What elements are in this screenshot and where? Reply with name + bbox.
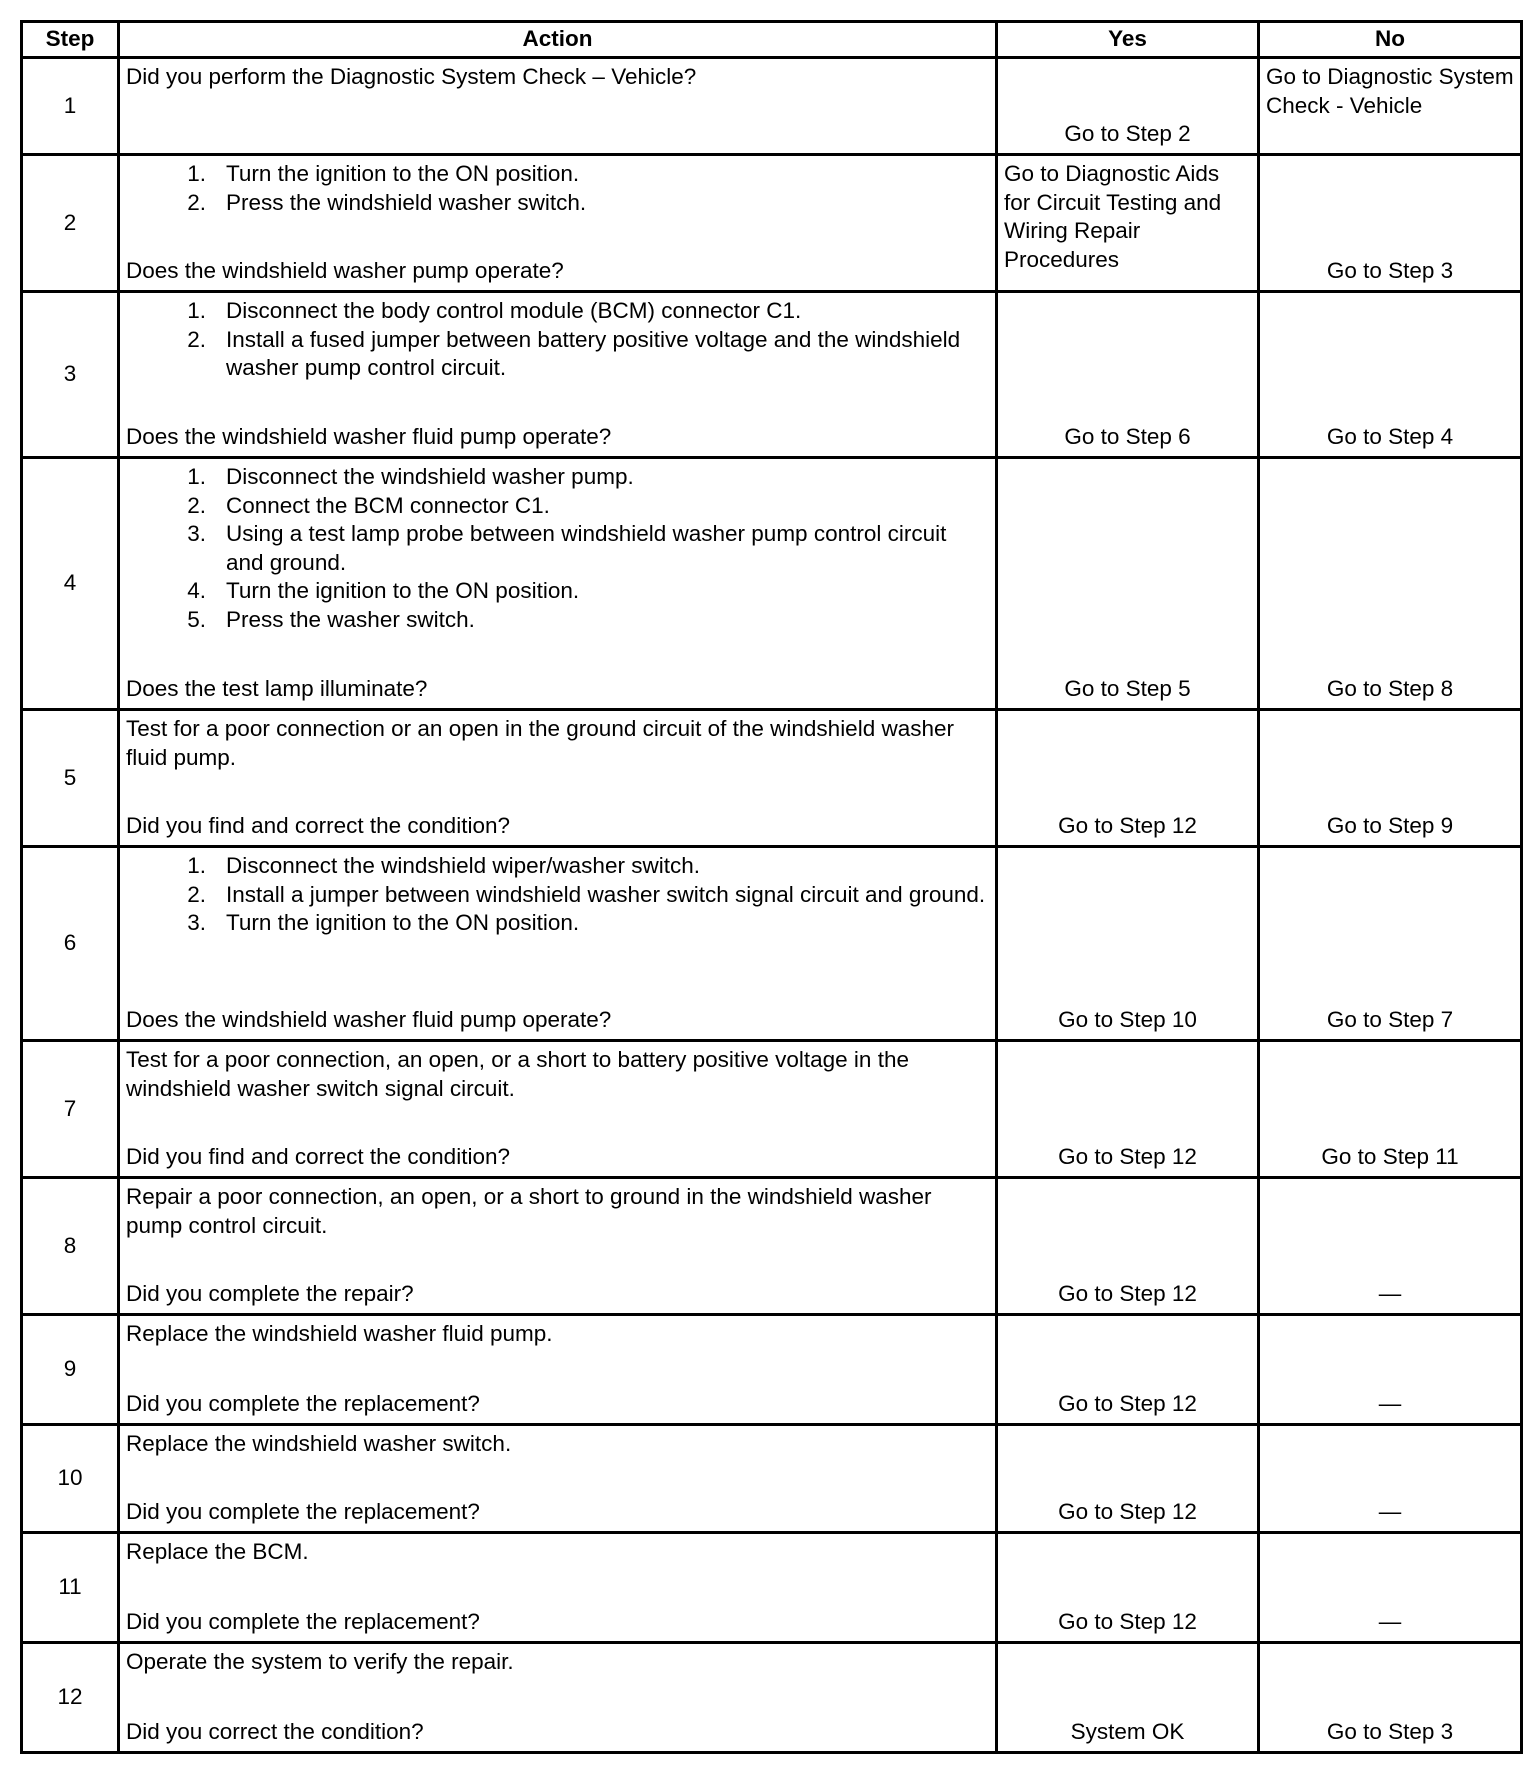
- no-result: Go to Step 4: [1259, 292, 1522, 458]
- action-text: Replace the BCM.: [126, 1539, 309, 1564]
- action-question: Did you complete the repair?: [126, 1280, 414, 1306]
- list-item-text: Turn the ignition to the ON position.: [226, 910, 580, 935]
- action-cell: [119, 1178, 997, 1315]
- action-cell: [119, 458, 997, 710]
- list-item-number: 2.: [187, 326, 206, 352]
- list-item-text: Press the windshield washer switch.: [226, 189, 587, 215]
- action-question: Does the test lamp illuminate?: [126, 675, 428, 701]
- action-steps-list: [126, 297, 987, 383]
- yes-result: Go to Step 12: [997, 710, 1259, 847]
- step-number: 5: [22, 710, 119, 847]
- yes-result: Go to Step 6: [997, 292, 1259, 458]
- list-item-number: 1.: [187, 161, 206, 186]
- list-item-text: Install a jumper between windshield washer switch signal circuit and ground.: [226, 881, 986, 907]
- action-cell: [119, 1425, 997, 1533]
- no-result: Go to Step 11: [1259, 1041, 1522, 1178]
- action-question: Does the windshield washer fluid pump operate?: [126, 423, 612, 449]
- list-item-number: 3.: [187, 521, 206, 546]
- list-item: [126, 606, 987, 635]
- step-number: 4: [22, 458, 119, 710]
- list-item-text: Disconnect the body control module (BCM) connector C1.: [226, 298, 802, 323]
- action-text: Test for a poor connection, an open, or a short to battery positive voltage in the windshield washer switch signal circuit.: [126, 1047, 909, 1101]
- no-result: —: [1259, 1178, 1522, 1315]
- no-result: —: [1259, 1425, 1522, 1533]
- list-item-text: Disconnect the windshield wiper/washer switch.: [226, 853, 700, 878]
- list-item-number: 5.: [187, 606, 206, 632]
- action-question: Does the windshield washer fluid pump operate?: [126, 1006, 612, 1032]
- header-action: Action: [119, 22, 997, 58]
- header-yes: Yes: [997, 22, 1259, 58]
- action-cell: [119, 58, 997, 155]
- action-cell: [119, 1315, 997, 1425]
- action-cell: [119, 1533, 997, 1643]
- list-item: [126, 577, 987, 606]
- table-row: [22, 458, 1522, 710]
- action-question: Did you correct the condition?: [126, 1718, 424, 1744]
- list-item-text: Turn the ignition to the ON position.: [226, 161, 580, 186]
- diagnostic-table: [20, 20, 1523, 1754]
- step-number: 8: [22, 1178, 119, 1315]
- yes-result: System OK: [997, 1643, 1259, 1753]
- no-result: Go to Step 3: [1259, 1643, 1522, 1753]
- table-row: [22, 1425, 1522, 1533]
- step-number: 12: [22, 1643, 119, 1753]
- list-item: [126, 852, 987, 881]
- list-item: [126, 909, 987, 938]
- action-question: Did you complete the replacement?: [126, 1390, 480, 1416]
- yes-result: Go to Step 12: [997, 1041, 1259, 1178]
- list-item-text: Press the washer switch.: [226, 606, 475, 632]
- table-row: [22, 58, 1522, 155]
- step-number: 11: [22, 1533, 119, 1643]
- yes-result: Go to Step 12: [997, 1533, 1259, 1643]
- list-item-number: 3.: [187, 910, 206, 935]
- list-item: [126, 326, 987, 383]
- step-number: 2: [22, 155, 119, 292]
- action-text: Repair a poor connection, an open, or a short to ground in the windshield washer pump control circuit.: [126, 1184, 932, 1238]
- action-text: Replace the windshield washer switch.: [126, 1431, 512, 1456]
- action-steps-list: [126, 463, 987, 634]
- table-row: [22, 1315, 1522, 1425]
- action-steps-list: [126, 852, 987, 938]
- yes-result: Go to Step 10: [997, 847, 1259, 1041]
- list-item: [126, 881, 987, 910]
- step-number: 6: [22, 847, 119, 1041]
- list-item: [126, 463, 987, 492]
- table-row: [22, 1178, 1522, 1315]
- list-item-text: Connect the BCM connector C1.: [226, 492, 550, 518]
- list-item: [126, 189, 987, 218]
- yes-result: Go to Step 12: [997, 1315, 1259, 1425]
- table-row: [22, 1533, 1522, 1643]
- action-cell: [119, 847, 997, 1041]
- list-item-number: 1.: [187, 853, 206, 878]
- no-result: Go to Step 3: [1259, 155, 1522, 292]
- list-item-number: 2.: [187, 492, 206, 518]
- no-result: —: [1259, 1315, 1522, 1425]
- step-number: 9: [22, 1315, 119, 1425]
- action-cell: [119, 1041, 997, 1178]
- step-number: 10: [22, 1425, 119, 1533]
- yes-result: Go to Diagnostic Aids for Circuit Testing and Wiring Repair Procedures: [997, 155, 1259, 292]
- header-no: No: [1259, 22, 1522, 58]
- action-question: Did you complete the replacement?: [126, 1608, 480, 1634]
- action-question: Does the windshield washer pump operate?: [126, 257, 564, 283]
- action-text: Operate the system to verify the repair.: [126, 1649, 514, 1674]
- no-result: Go to Step 8: [1259, 458, 1522, 710]
- step-number: 7: [22, 1041, 119, 1178]
- list-item-number: 2.: [187, 189, 206, 215]
- no-result: Go to Step 7: [1259, 847, 1522, 1041]
- yes-result: Go to Step 5: [997, 458, 1259, 710]
- action-text: Test for a poor connection or an open in the ground circuit of the windshield washer fluid pump.: [126, 716, 954, 770]
- list-item-number: 4.: [187, 578, 206, 603]
- action-steps-list: [126, 160, 987, 217]
- list-item: [126, 160, 987, 189]
- yes-result: Go to Step 12: [997, 1178, 1259, 1315]
- action-question: Did you complete the replacement?: [126, 1498, 480, 1524]
- table-row: [22, 710, 1522, 847]
- list-item: [126, 492, 987, 521]
- table-row: [22, 1643, 1522, 1753]
- list-item-text: Using a test lamp probe between windshield washer pump control circuit and ground.: [226, 521, 947, 575]
- list-item-text: Turn the ignition to the ON position.: [226, 578, 580, 603]
- action-cell: [119, 1643, 997, 1753]
- no-result: Go to Step 9: [1259, 710, 1522, 847]
- yes-result: Go to Step 2: [997, 58, 1259, 155]
- action-question: Did you find and correct the condition?: [126, 1143, 510, 1169]
- list-item: [126, 520, 987, 577]
- list-item-text: Install a fused jumper between battery positive voltage and the windshield washer pump control circuit.: [226, 326, 961, 380]
- table-row: [22, 1041, 1522, 1178]
- header-step: Step: [22, 22, 119, 58]
- action-text: Replace the windshield washer fluid pump.: [126, 1321, 553, 1346]
- list-item-number: 2.: [187, 881, 206, 907]
- action-cell: [119, 710, 997, 847]
- step-number: 1: [22, 58, 119, 155]
- list-item-number: 1.: [187, 298, 206, 323]
- action-question: Did you find and correct the condition?: [126, 812, 510, 838]
- action-cell: [119, 155, 997, 292]
- no-result: —: [1259, 1533, 1522, 1643]
- no-result: Go to Diagnostic System Check - Vehicle: [1259, 58, 1522, 155]
- table-row: [22, 292, 1522, 458]
- table-row: [22, 155, 1522, 292]
- list-item: [126, 297, 987, 326]
- header-row: [22, 22, 1522, 58]
- action-text: Did you perform the Diagnostic System Check – Vehicle?: [126, 64, 697, 89]
- action-cell: [119, 292, 997, 458]
- list-item-text: Disconnect the windshield washer pump.: [226, 464, 634, 489]
- step-number: 3: [22, 292, 119, 458]
- list-item-number: 1.: [187, 464, 206, 489]
- table-row: [22, 847, 1522, 1041]
- yes-result: Go to Step 12: [997, 1425, 1259, 1533]
